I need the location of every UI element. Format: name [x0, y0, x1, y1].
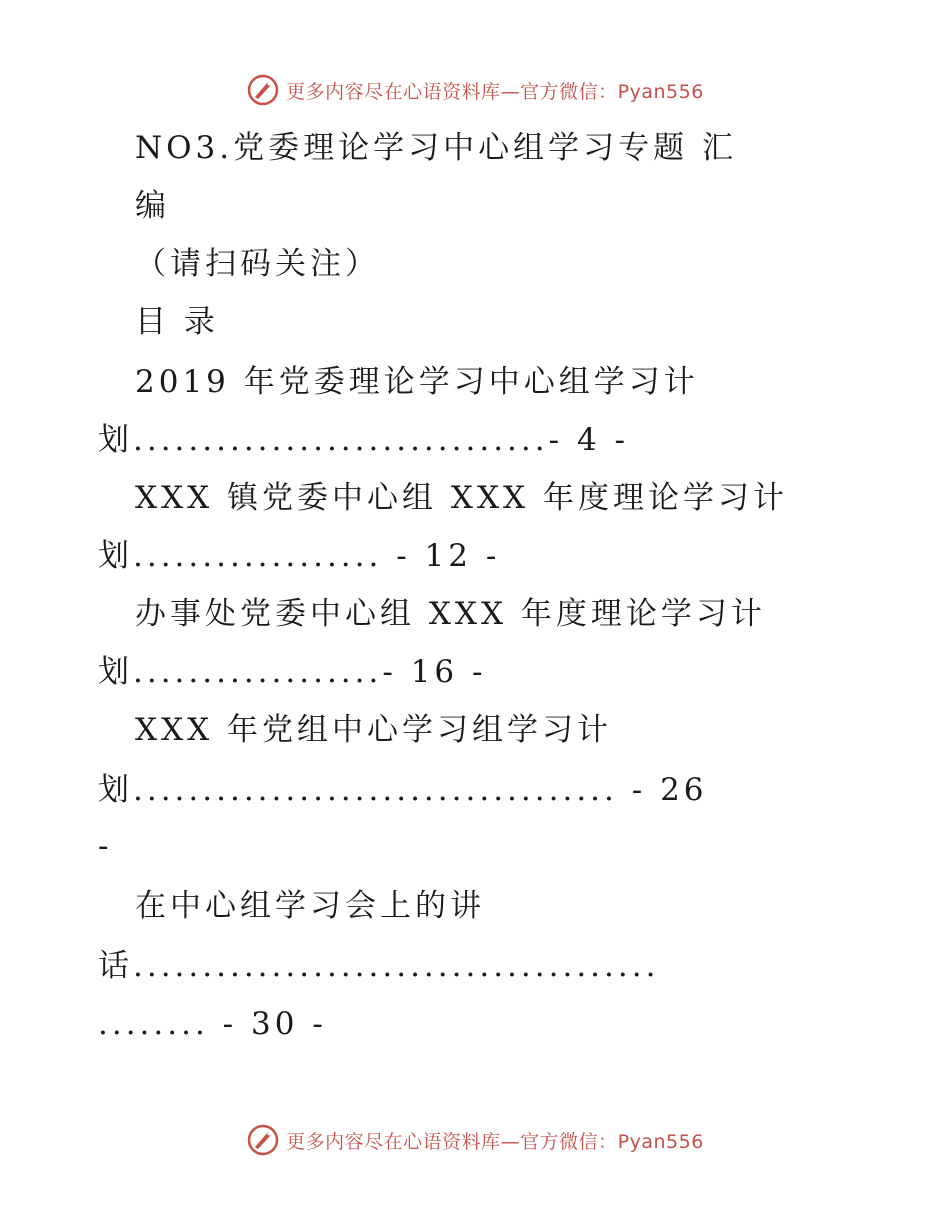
toc-entry-3-title: 办事处党委中心组 XXX 年度理论学习计 — [135, 596, 766, 632]
toc-entry-5-leader: 话...................................... — [98, 948, 660, 984]
toc-entry-5-title: 在中心组学习会上的讲 — [135, 888, 485, 924]
toc-entry-5-leader-cont: ........ - 30 - — [98, 1006, 327, 1042]
toc-entry-2-leader: 划.................. - 12 - — [98, 538, 501, 574]
toc-heading: 目 录 — [135, 304, 219, 340]
toc-entry-2-title: XXX 镇党委中心组 XXX 年度理论学习计 — [135, 480, 788, 516]
toc-entry-4-leader: 划................................... - 26 — [98, 772, 708, 808]
toc-entry-4-leader-cont: - — [98, 828, 113, 864]
toc-entry-4-title: XXX 年党组中心学习组学习计 — [135, 712, 613, 748]
watermark-text: 更多内容尽在心语资料库—官方微信：Pyan556 — [286, 80, 704, 103]
toc-entry-1-leader: 划..............................- 4 - — [98, 422, 630, 458]
pen-logo-icon — [246, 73, 280, 107]
pen-logo-icon — [246, 1123, 280, 1157]
title-line-1: NO3.党委理论学习中心组学习专题 汇 — [135, 130, 737, 166]
watermark-bottom — [0, 1120, 950, 1160]
toc-entry-3-leader: 划..................- 16 - — [98, 654, 487, 690]
watermark-top — [0, 70, 950, 110]
watermark-text: 更多内容尽在心语资料库—官方微信：Pyan556 — [286, 1130, 704, 1153]
title-line-2: 编 — [135, 188, 170, 224]
subtitle: （请扫码关注） — [135, 246, 380, 282]
toc-entry-1-title: 2019 年党委理论学习中心组学习计 — [135, 364, 699, 400]
